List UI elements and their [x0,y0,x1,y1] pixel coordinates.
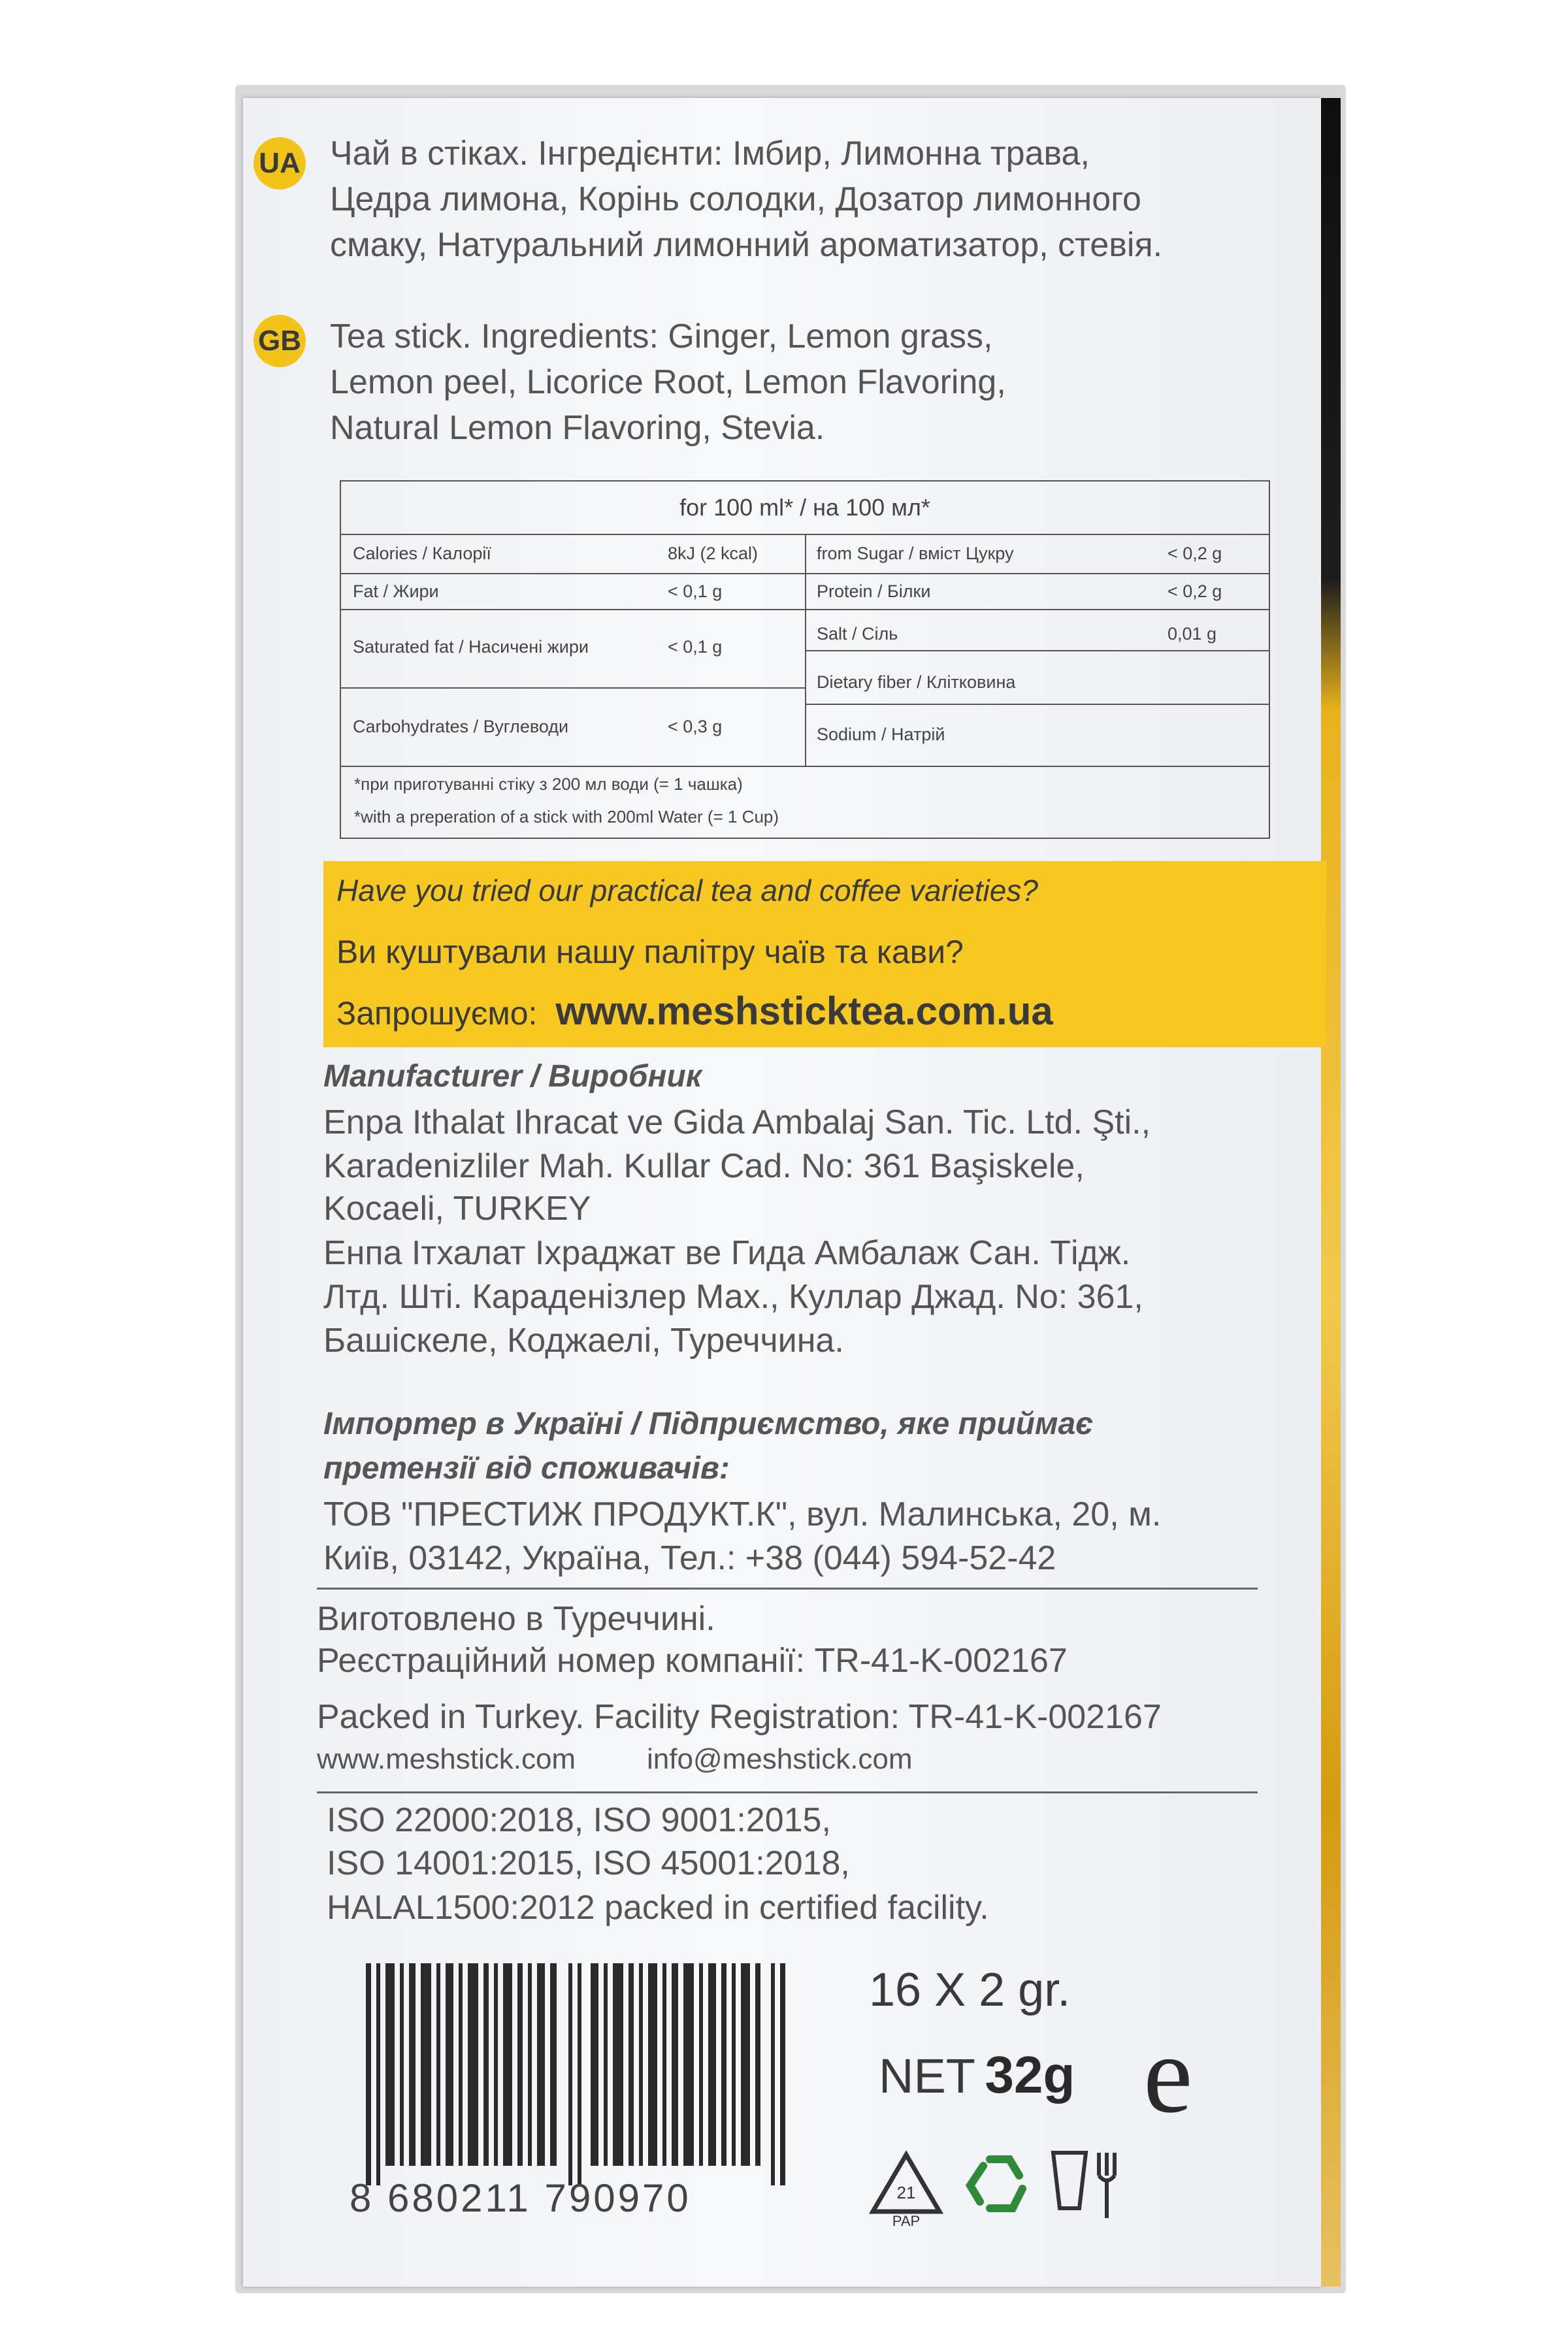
pap-recycle-triangle-icon [869,2149,944,2228]
nutrition-label: Dietary fiber / Клітковина [817,672,1016,692]
ua-ingredients-line: Цедра лимона, Корінь солодки, Дозатор лимонного [330,180,1141,218]
cert-line: ISO 22000:2018, ISO 9001:2015, [327,1801,831,1839]
net-label: NET [879,2049,975,2103]
origin-registration-ua: Реєстраційний номер компанії: TR-41-K-002167 [317,1642,1068,1680]
nutrition-value: < 0,1 g [668,581,723,601]
nutrition-value: 0,01 g [1168,624,1217,644]
cert-line: HALAL1500:2012 packed in certified facility. [327,1889,989,1927]
net-value: 32g [985,2046,1075,2104]
gb-ingredients [330,314,1006,451]
manufacturer-line: Башіскеле, Коджаелі, Туреччина. [323,1322,844,1360]
origin-made-in: Виготовлено в Туреччині. [317,1600,715,1638]
ua-ingredients-line: Чай в стіках. Інгредієнти: Імбир, Лимонна трава, [330,135,1090,172]
gb-ingredients-line: Tea stick. Ingredients: Ginger, Lemon grass, [330,318,993,355]
manufacturer-heading: Manufacturer / Виробник [323,1059,702,1094]
importer-heading: Імпортер в Україні / Підприємство, яке приймає [323,1407,1094,1441]
net-weight [879,2045,1075,2105]
nutrition-label: Saturated fat / Насичені жири [353,637,589,657]
importer-line: ТОВ "ПРЕСТИЖ ПРОДУКТ.К", вул. Малинська, 20, м. [323,1495,1162,1533]
nutrition-value: < 0,2 g [1168,581,1222,601]
nutrition-header: for 100 ml* / на 100 мл* [341,482,1269,535]
gb-ingredients-line: Natural Lemon Flavoring, Stevia. [330,409,825,447]
nutrition-value: < 0,3 g [668,717,723,736]
promo-line-en: Have you tried our practical tea and coffee varieties? [336,874,1038,907]
pap-label: PAP [892,2213,921,2228]
nutrition-rule [341,609,1269,610]
nutrition-label: Carbohydrates / Вуглеводи [353,717,569,736]
nutrition-label: from Sugar / вміст Цукру [817,544,1014,563]
promo-invite [336,988,1053,1034]
website-link[interactable]: www.meshstick.com [317,1743,576,1775]
gb-ingredients-line: Lemon peel, Licorice Root, Lemon Flavoring, [330,363,1006,401]
nutrition-label: Calories / Калорії [353,544,491,563]
nutrition-rule [341,687,805,689]
nutrition-table [340,480,1270,839]
nutrition-footnote-en: *with a preperation of a stick with 200ml Water (= 1 Cup) [354,807,779,826]
promo-invite-label: Запрошуємо: [336,995,538,1032]
nutrition-value: < 0,2 g [1168,544,1222,563]
importer-line: Київ, 03142, Україна, Тел.: +38 (044) 594-52-42 [323,1539,1056,1577]
nutrition-label: Fat / Жири [353,581,439,601]
section-divider [317,1588,1258,1590]
manufacturer-line: Енпа Ітхалат Іхраджат ве Гида Амбалаж Сан. Тідж. [323,1234,1131,1272]
pack-count: 16 X 2 gr. [869,1964,1071,2016]
ua-ingredients [330,131,1162,268]
email-link[interactable]: info@meshstick.com [647,1743,913,1775]
nutrition-label: Salt / Сіль [817,624,898,644]
pap-code: 21 [896,2183,916,2202]
estimated-e-mark-icon: e [1143,2013,1193,2136]
barcode [366,1963,791,2185]
manufacturer-line: Kocaeli, TURKEY [323,1190,591,1228]
section-divider [317,1791,1258,1793]
gb-badge: GB [253,315,306,367]
nutrition-rule [341,766,1269,767]
ua-badge: UA [253,137,306,189]
barcode-digits: 8 680211 790970 [350,2176,691,2220]
nutrition-value: 8kJ (2 kcal) [668,544,759,563]
recycle-arrows-icon [960,2149,1032,2221]
nutrition-rule [341,573,1269,574]
ua-ingredients-line: смаку, Натуральний лимонний ароматизатор, стевія. [330,226,1163,264]
nutrition-footnote-ua: *при приготуванні стіку з 200 мл води (= 1 чашка) [354,774,743,794]
promo-line-ua: Ви куштували нашу палітру чаїв та кави? [336,934,964,970]
manufacturer-line: Enpa Ithalat Ihracat ve Gida Ambalaj San. Tic. Ltd. Şti., [323,1103,1151,1141]
nutrition-rule [805,704,1269,705]
importer-heading: претензії від споживачів: [323,1451,730,1486]
cert-line: ISO 14001:2015, ISO 45001:2018, [327,1844,850,1882]
food-safe-glass-fork-icon [1045,2146,1124,2225]
manufacturer-line: Лтд. Шті. Караденізлер Мах., Куллар Джад. No: 361, [323,1278,1143,1316]
nutrition-rule [805,650,1269,651]
nutrition-label: Protein / Білки [817,581,931,601]
manufacturer-line: Karadenizliler Mah. Kullar Cad. No: 361 Başiskele, [323,1147,1085,1185]
package-side-edge [1321,98,1341,2287]
nutrition-value: < 0,1 g [668,637,723,657]
nutrition-label: Sodium / Натрій [817,725,945,744]
promo-banner [323,861,1326,1047]
promo-url[interactable]: www.meshsticktea.com.ua [555,989,1053,1033]
origin-registration-en: Packed in Turkey. Facility Registration: TR-41-K-002167 [317,1698,1162,1736]
